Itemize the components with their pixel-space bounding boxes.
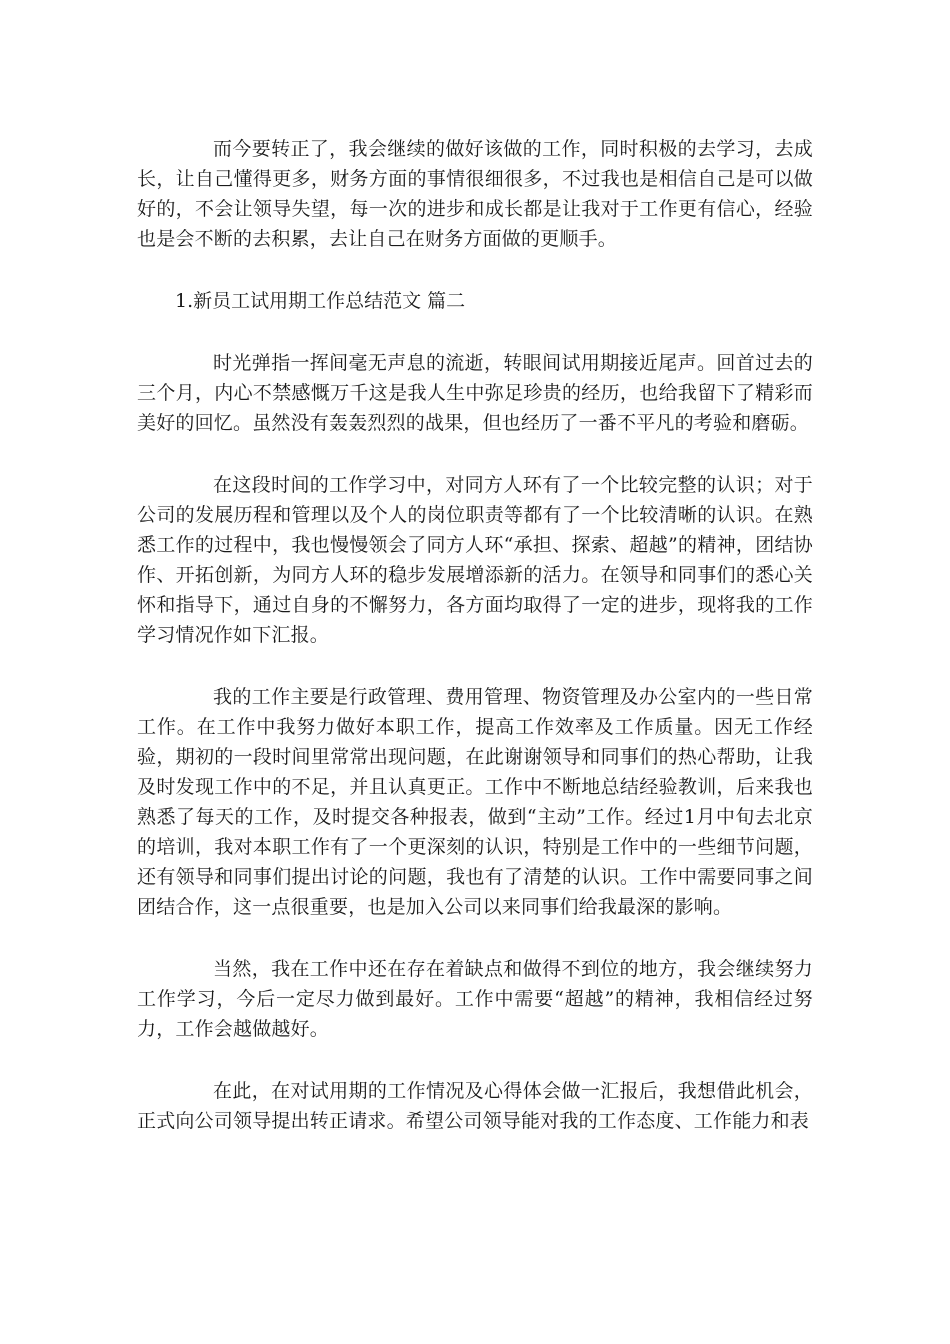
paragraph-work-duties: 我的工作主要是行政管理、费用管理、物资管理及办公室内的一些日常工作。在工作中我努力做好本职工作，提高工作效率及工作质量。因无工作经验，期初的一段时间里常常出现问题，在此谢谢领导和同事们的热心帮助，让我及时发现工作中的不足，并且认真更正。工作中不断地总结经验教训，后来我也熟悉了每天的工作，及时提交各种报表，做到“主动”工作。经过1月中旬去北京的培训，我对本职工作有了一个更深刻的认识，特别是工作中的一些细节问题，还有领导和同事们提出讨论的问题，我也有了清楚的认识。工作中需要同事之间团结合作，这一点很重要，也是加入公司以来同事们给我最深的影响。 bbox=[137, 686, 813, 918]
paragraph-shortcomings: 当然，我在工作中还在存在着缺点和做得不到位的地方，我会继续努力工作学习，今后一定尽力做到最好。工作中需要“超越”的精神，我相信经过努力，工作会越做越好。 bbox=[137, 958, 813, 1040]
document-body bbox=[137, 134, 813, 1168]
paragraph-intro: 时光弹指一挥间毫无声息的流逝，转眼间试用期接近尾声。回首过去的三个月，内心不禁感慨万千这是我人生中弥足珍贵的经历，也给我留下了精彩而美好的回忆。虽然没有轰轰烈烈的战果，但也经历了一番不平凡的考验和磨砺。 bbox=[137, 352, 813, 434]
section-heading: 1.新员工试用期工作总结范文 篇二 bbox=[175, 290, 466, 312]
paragraph-understanding: 在这段时间的工作学习中，对同方人环有了一个比较完整的认识；对于公司的发展历程和管理以及个人的岗位职责等都有了一个比较清晰的认识。在熟悉工作的过程中，我也慢慢领会了同方人环“承担、探索、超越”的精神，团结协作、开拓创新，为同方人环的稳步发展增添新的活力。在领导和同事们的悉心关怀和指导下，通过自身的不懈努力，各方面均取得了一定的进步，现将我的工作学习情况作如下汇报。 bbox=[137, 474, 813, 646]
paragraph-request: 在此，在对试用期的工作情况及心得体会做一汇报后，我想借此机会，正式向公司领导提出转正请求。希望公司领导能对我的工作态度、工作能力和表 bbox=[137, 1080, 813, 1132]
paragraph-closing-previous: 而今要转正了，我会继续的做好该做的工作，同时积极的去学习，去成长，让自己懂得更多，财务方面的事情很细很多，不过我也是相信自己是可以做好的，不会让领导失望，每一次的进步和成长都是让我对于工作更有信心，经验也是会不断的去积累，去让自己在财务方面做的更顺手。 bbox=[137, 138, 813, 250]
